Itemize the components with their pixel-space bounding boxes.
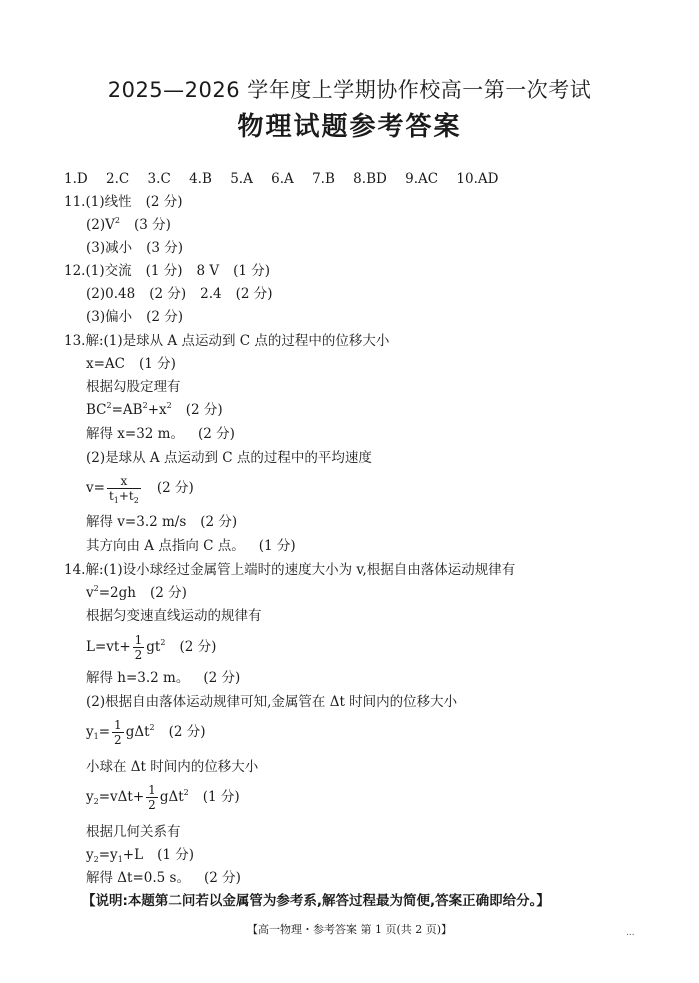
page-footer: 【高一物理・参考答案 第 1 页(共 2 页)】 [246,923,453,936]
q14-line10: 根据几何关系有 [86,824,181,840]
choice-answers [64,169,498,189]
q14-line6: (2)根据自由落体运动规律可知,金属管在 Δt 时间内的位移大小 [86,694,458,710]
q14-equation-geometry: $y_2=y_1+L$ (1 分) [86,847,194,864]
q13-line1: 13.解:(1)是球从 A 点运动到 C 点的过程中的位移大小 [64,333,390,349]
q14-equation-y2: $y_2=v\Delta t+$ $\frac{1}{2}$ gΔt$^2$ (1 分) [86,783,240,812]
q13-equation-x: x=AC (1 分) [86,356,176,372]
q14-equation-y1: $y_1=$ $\frac{1}{2}$ gΔt$^2$ (2 分) [86,718,206,747]
choice-item: 6.A [271,171,294,187]
fraction: $\frac{1}{2}$ [114,718,122,747]
corner-mark: ... [626,928,635,938]
choice-item: 7.B [312,171,335,187]
grading-note: 【说明:本题第二问若以金属管为参考系,解答过程最为简便,答案正确即给分。】 [82,893,550,909]
choice-item: 10.AD [456,171,499,187]
q13-direction: 其方向由 A 点指向 C 点。 (1 分) [86,538,296,554]
q12-part1: 12.(1)交流 (1 分) 8 V (1 分) [64,263,271,279]
choice-item: 5.A [230,171,253,187]
choice-item: 2.C [106,171,130,187]
choice-item: 8.BD [353,171,387,187]
q13-line6: (2)是球从 A 点运动到 C 点的过程中的平均速度 [86,450,372,466]
page-title: 2025—2026 学年度上学期协作校高一第一次考试 [107,78,592,102]
fraction: $\frac{1}{2}$ [134,633,143,662]
q12-part2: (2)0.48 (2 分) 2.4 (2 分) [86,286,273,302]
q11-part3: (3)减小 (3 分) [86,240,184,256]
fraction: $\frac{1}{2}$ [148,783,156,812]
choice-item: 4.B [189,171,212,187]
q14-result-h: 解得 h=3.2 m。 (2 分) [86,670,241,686]
q14-result-dt: 解得 Δt=0.5 s。 (2 分) [86,870,241,886]
choice-item: 9.AC [405,171,439,187]
choice-item: 3.C [147,171,171,187]
q13-result-x: 解得 x=32 m。 (2 分) [86,426,235,442]
q14-equation-v2: $v^2=2gh$ (2 分) [86,584,187,601]
choice-item: 1.D [64,171,88,187]
q14-line1: 14.解:(1)设小球经过金属管上端时的速度大小为 v,根据自由落体运动规律有 [64,562,516,578]
q13-equation-velocity: v= $\frac{x}{t_1+t_2}$ (2 分) [86,474,194,505]
q11-part2: $(2)V^2$ (3 分) [86,216,171,233]
q14-line3: 根据匀变速直线运动的规律有 [86,608,262,624]
fraction: $\frac{x}{t_1+t_2}$ [108,474,139,505]
q14-equation-L: L=vt+ $\frac{1}{2}$ $gt^2$ (2 分) [86,633,217,662]
q13-line3: 根据勾股定理有 [86,379,181,395]
q13-result-v: 解得 v=3.2 m/s (2 分) [86,514,238,530]
page-subtitle: 物理试题参考答案 [237,112,462,142]
q14-line8: 小球在 Δt 时间内的位移大小 [86,759,259,775]
q12-part3: (3)偏小 (2 分) [86,309,184,325]
q11-part1: 11.(1)线性 (2 分) [64,194,183,210]
q13-equation-pythagoras: $BC^2=AB^2+x^2$ (2 分) [86,401,223,418]
